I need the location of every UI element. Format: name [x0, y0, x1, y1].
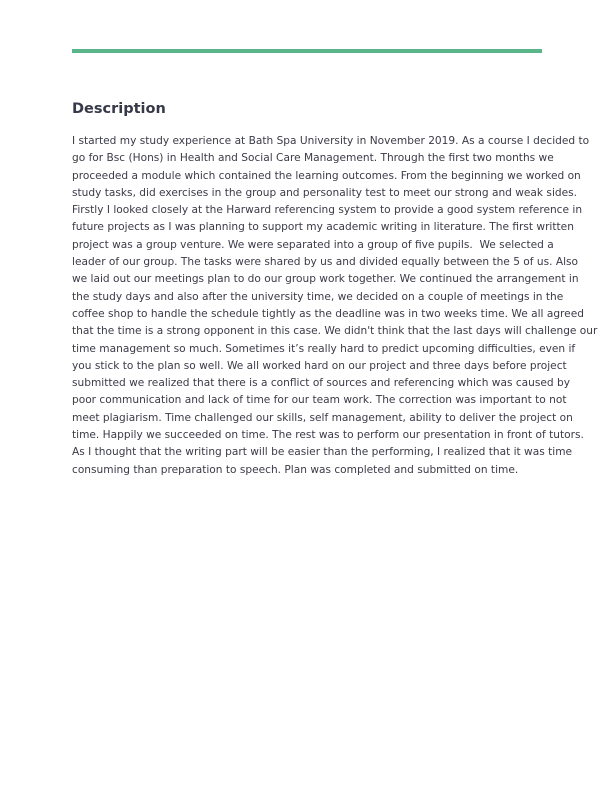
paragraph-line: study tasks, did exercises in the group and personality test to meet our strong and weak sides. [72, 186, 578, 199]
paragraph-line: poor communication and lack of time for our team work. The correction was important to not [72, 394, 567, 407]
paragraph-line: we laid out our meetings plan to do our group work together. We continued the arrangement in [72, 273, 579, 286]
paragraph-line: consuming than preparation to speech. Plan was completed and submitted on time. [72, 463, 519, 476]
paragraph-line: go for Bsc (Hons) in Health and Social Care Management. Through the first two months we [72, 152, 554, 165]
paragraph-line: As I thought that the writing part will be easier than the performing, I realized that it was time [72, 446, 573, 459]
paragraph-line: meet plagiarism. Time challenged our skills, self management, ability to deliver the project on [72, 411, 573, 424]
paragraph-line: coffee shop to handle the schedule tightly as the deadline was in two weeks time. We all agreed [72, 307, 584, 320]
paragraph-line: that the time is a strong opponent in this case. We didn't think that the last days will challenge our [72, 325, 598, 338]
paragraph-line: Firstly I looked closely at the Harward referencing system to provide a good system reference in [72, 204, 583, 217]
paragraph-line: project was a group venture. We were separated into a group of five pupils. We selected a [72, 238, 554, 251]
paragraph-line: time management so much. Sometimes it’s really hard to predict upcoming difficulties, even if [72, 342, 576, 355]
paragraph-line: the study days and also after the university time, we decided on a couple of meetings in the [72, 290, 564, 303]
paragraph-line: future projects as I was planning to support my academic writing in literature. The first written [72, 221, 574, 234]
paragraph-line: proceeded a module which contained the learning outcomes. From the beginning we worked on [72, 169, 581, 182]
paragraph-line: time. Happily we succeeded on time. The rest was to perform our presentation in front of tutors. [72, 429, 584, 442]
paragraph-line: I started my study experience at Bath Spa University in November 2019. As a course I decided to [72, 135, 590, 147]
header-accent-rule [72, 49, 542, 53]
paragraph-line: leader of our group. The tasks were shared by us and divided equally between the 5 of us. Also [72, 256, 579, 269]
description-paragraph [72, 133, 612, 479]
paragraph-line: submitted we realized that there is a conflict of sources and referencing which was caused by [72, 377, 571, 390]
paragraph-line: you stick to the plan so well. We all worked hard on our project and three days before project [72, 359, 567, 372]
section-heading: Description [72, 101, 166, 117]
